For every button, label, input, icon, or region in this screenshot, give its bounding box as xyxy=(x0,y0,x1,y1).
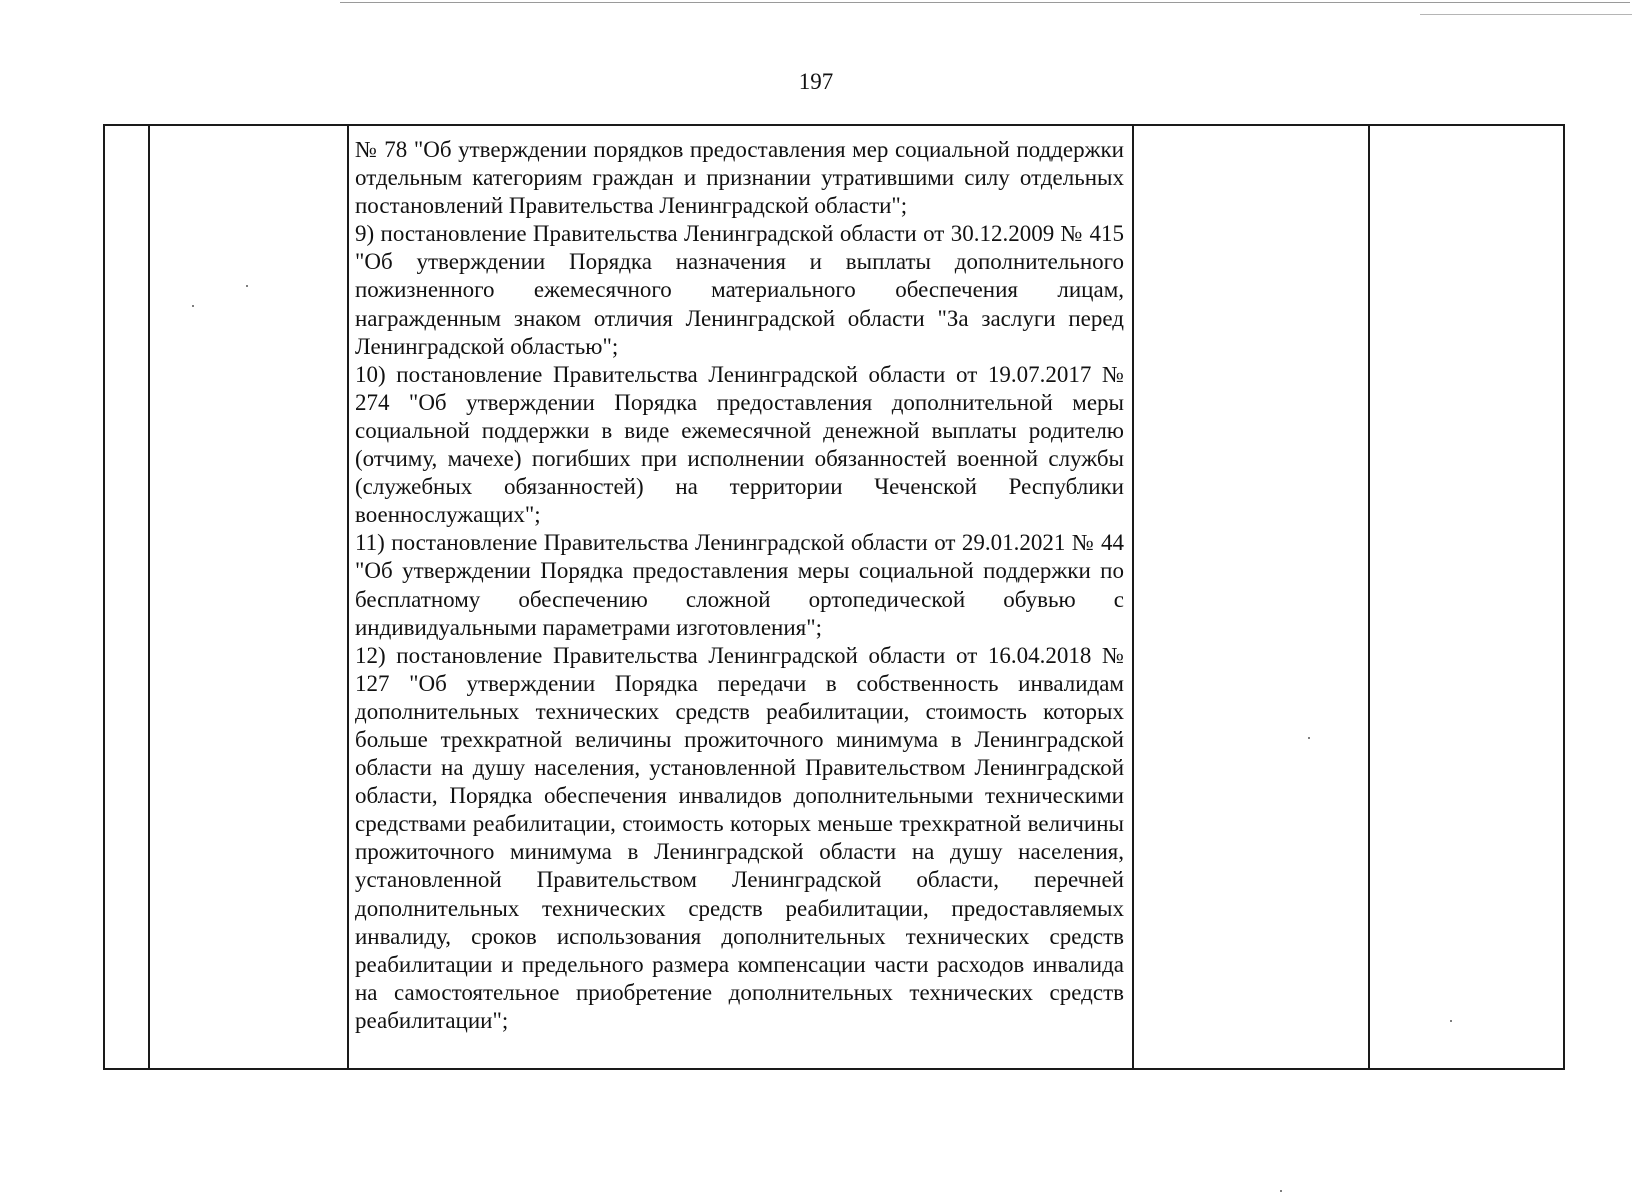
table-cell-fifth xyxy=(1369,125,1564,1069)
scan-speck xyxy=(246,285,248,287)
scan-edge-line-secondary xyxy=(1420,14,1632,15)
table-cell-number xyxy=(104,125,149,1069)
table-cell-fourth xyxy=(1133,125,1369,1069)
paragraph: 9) постановление Правительства Ленинградской области от 30.12.2009 № 415 "Об утверждении Порядка назначения и выплаты дополнительного пожизненного ежемесячного материального обеспечения лицам, награжденным знаком отличия Ленинградской области "За заслуги перед Ленинградской областью"; xyxy=(355,221,1124,359)
table-row xyxy=(104,125,1564,1069)
paragraph: 10) постановление Правительства Ленинградской области от 19.07.2017 № 274 "Об утверждении Порядка предоставления дополнительной меры социальной поддержки в виде ежемесячной денежной выплаты родителю (отчиму, мачехе) погибших при исполнении обязанностей военной службы (служебных обязанностей) на территории Чеченской Республики военнослужащих"; xyxy=(355,361,1124,528)
paragraph: 12) постановление Правительства Ленинградской области от 16.04.2018 № 127 "Об утверждении Порядка передачи в собственность инвалидам дополнительных технических средств реабилитации, стоимость которых больше трехкратной величины прожиточного минимума в Ленинградской области на душу населения, установленной Правительством Ленинградской области, Порядка обеспечения инвалидов дополнительными техническими средствами реабилитации, стоимость которых меньше трехкратной величины прожиточного минимума в Ленинградской области на душу населения, установленной Правительством Ленинградской области, перечней дополнительных технических средств реабилитации, предоставляемых инвалиду, сроков использования дополнительных технических средств реабилитации и предельного размера компенсации части расходов инвалида на самостоятельное приобретение дополнительных технических средств реабилитации"; xyxy=(355,642,1124,1033)
table-cell-name xyxy=(149,125,348,1069)
paragraph: 11) постановление Правительства Ленинградской области от 29.01.2021 № 44 "Об утверждении Порядка предоставления меры социальной поддержки по бесплатному обеспечению сложной ортопедической обувью с индивидуальными параметрами изготовления"; xyxy=(355,530,1124,640)
page-number: 197 xyxy=(798,69,834,94)
scan-speck xyxy=(1280,1190,1282,1192)
paragraph: № 78 "Об утверждении порядков предоставления мер социальной поддержки отдельным категориям граждан и признании утратившими силу отдельных постановлений Правительства Ленинградской области"; xyxy=(355,137,1124,219)
document-table xyxy=(103,124,1565,1070)
scan-speck xyxy=(1450,1020,1452,1022)
scan-edge-line xyxy=(340,2,1630,3)
table-cell-legal-acts xyxy=(348,125,1133,1069)
scan-speck xyxy=(192,305,194,307)
scan-speck xyxy=(1308,737,1310,739)
